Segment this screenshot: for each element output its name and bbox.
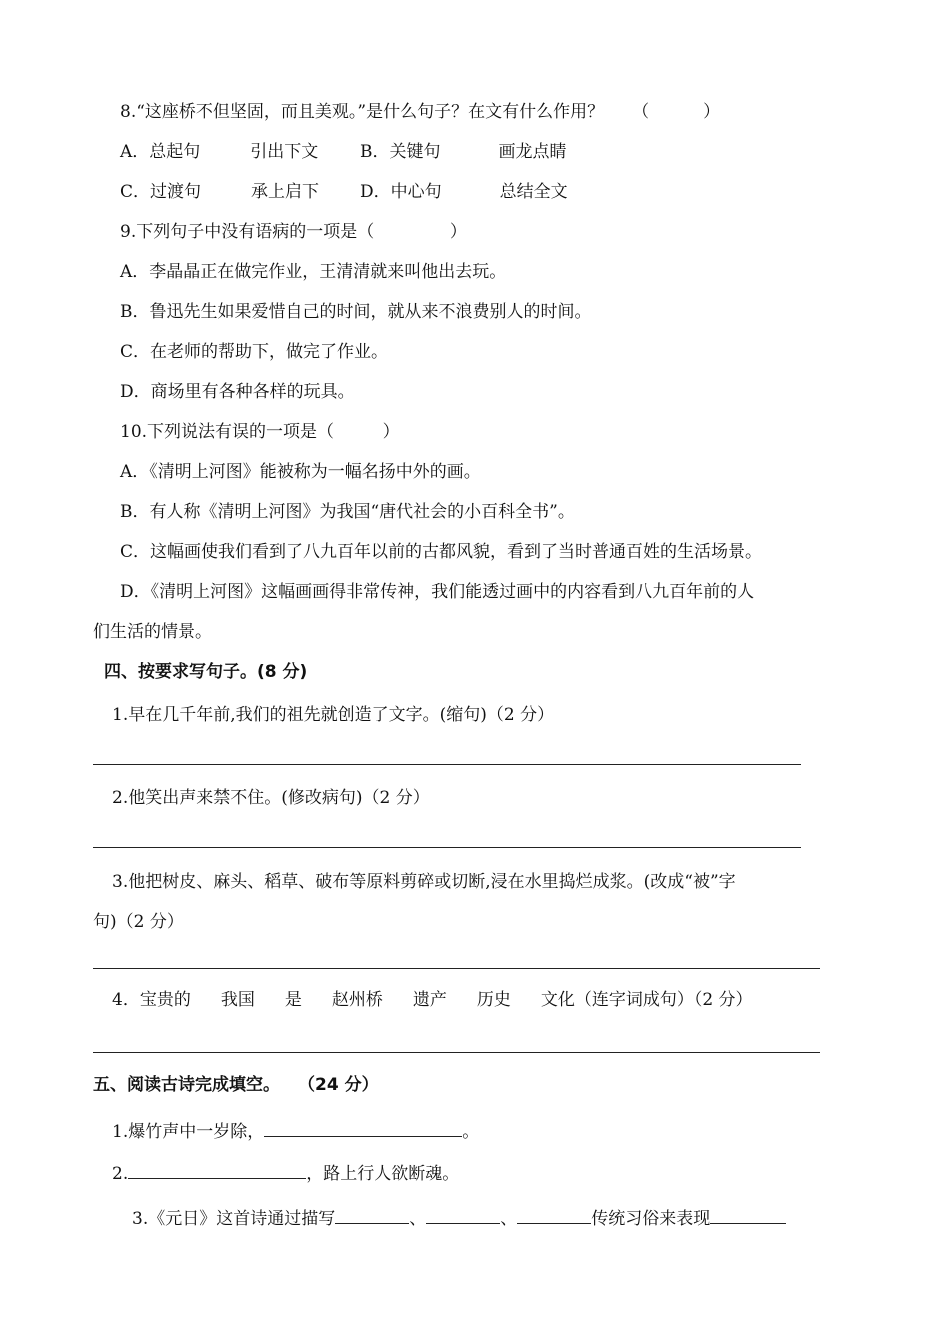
option-letter: B． — [360, 142, 390, 162]
item-number: 2. — [112, 1164, 129, 1184]
answer-line-4 — [93, 1052, 820, 1053]
fill-blank[interactable] — [264, 1118, 462, 1137]
q9-option-d: D．商场里有各种各样的玩具。 — [120, 382, 355, 402]
s4-item-4 — [112, 988, 753, 1012]
word-card: 宝贵的 — [139, 990, 191, 1010]
word-card: 我国 — [220, 990, 255, 1010]
section-5-title — [93, 1073, 379, 1097]
section-4-title: 四、按要求写句子。(8 分) — [104, 662, 308, 682]
q10-option-d: D．《清明上河图》这幅画画得非常传神，我们能透过画中的内容看到八九百年前的人 — [120, 582, 755, 602]
poem-line-text: ，路上行人欲断魂。 — [306, 1164, 460, 1184]
s5-item-2 — [112, 1160, 459, 1186]
word-card: 遗产 — [412, 990, 447, 1010]
poem-line-text: 1.爆竹声中一岁除， — [112, 1122, 265, 1142]
q9-option-b: B．鲁迅先生如果爱惜自己的时间，就从来不浪费别人的时间。 — [120, 302, 592, 322]
question-text: 3.《元日》这首诗通过描写 — [132, 1209, 336, 1229]
s5-item-3 — [132, 1205, 786, 1231]
q8-option-d — [360, 180, 568, 204]
q10-option-a: A．《清明上河图》能被称为一幅名扬中外的画。 — [120, 462, 481, 482]
q9-option-a: A．李晶晶正在做完作业，王清清就来叫他出去玩。 — [120, 262, 507, 282]
option-letter: C． — [120, 182, 151, 202]
q8-answer-paren: （ ） — [632, 102, 721, 122]
option-role: 总结全文 — [499, 182, 568, 202]
word-card: 是 — [284, 990, 302, 1010]
q10-option-d-continued: 们生活的情景。 — [93, 622, 212, 642]
section-5-score: （24 分） — [298, 1075, 379, 1095]
q9-stem: 9.下列句子中没有语病的一项是（ ） — [120, 222, 467, 242]
word-card: 文化（连字词成句）（2 分） — [540, 990, 753, 1010]
q10-option-c: C．这幅画使我们看到了八九百年以前的古都风貌，看到了当时普通百姓的生活场景。 — [120, 542, 763, 562]
fill-blank[interactable] — [335, 1205, 409, 1224]
q8-option-a — [120, 140, 318, 164]
separator: 、 — [409, 1209, 427, 1229]
option-term: 中心句 — [390, 182, 442, 202]
option-term: 过渡句 — [150, 182, 202, 202]
s4-item-2: 2.他笑出声来禁不住。(修改病句)（2 分） — [112, 788, 430, 808]
option-term: 关键句 — [389, 142, 441, 162]
question-text: 传统习俗来表现 — [591, 1209, 711, 1229]
fill-blank[interactable] — [128, 1160, 306, 1179]
s5-item-1 — [112, 1118, 479, 1144]
word-card: 历史 — [476, 990, 511, 1010]
fill-blank[interactable] — [517, 1205, 591, 1224]
option-letter: A． — [120, 142, 150, 162]
answer-line-2 — [93, 847, 801, 848]
q10-stem: 10.下列说法有误的一项是（ ） — [120, 422, 400, 442]
s4-item-1: 1.早在几千年前,我们的祖先就创造了文字。(缩句)（2 分） — [112, 705, 555, 725]
answer-line-3 — [93, 968, 820, 969]
q8-stem — [120, 100, 720, 124]
word-card: 赵州桥 — [331, 990, 383, 1010]
option-letter: D． — [360, 182, 391, 202]
fill-blank[interactable] — [710, 1205, 786, 1224]
option-role: 画龙点睛 — [498, 142, 567, 162]
poem-line-text: 。 — [462, 1122, 480, 1142]
option-role: 引出下文 — [250, 142, 319, 162]
s4-item-3-continued: 句)（2 分） — [93, 912, 184, 932]
section-5-title-text: 五、阅读古诗完成填空。 — [93, 1075, 280, 1095]
q8-option-b — [360, 140, 567, 164]
separator: 、 — [500, 1209, 518, 1229]
q8-stem-text: 8.“这座桥不但坚固，而且美观。”是什么句子？在文有什么作用？ — [120, 102, 605, 122]
q8-option-c — [120, 180, 319, 204]
option-role: 承上启下 — [251, 182, 320, 202]
q10-option-b: B．有人称《清明上河图》为我国“唐代社会的小百科全书”。 — [120, 502, 575, 522]
fill-blank[interactable] — [426, 1205, 500, 1224]
answer-line-1 — [93, 764, 801, 765]
item-number: 4． — [112, 990, 140, 1010]
s4-item-3: 3.他把树皮、麻头、稻草、破布等原料剪碎或切断,浸在水里捣烂成浆。(改成“被”字 — [112, 872, 736, 892]
option-term: 总起句 — [149, 142, 201, 162]
q9-option-c: C．在老师的帮助下，做完了作业。 — [120, 342, 389, 362]
